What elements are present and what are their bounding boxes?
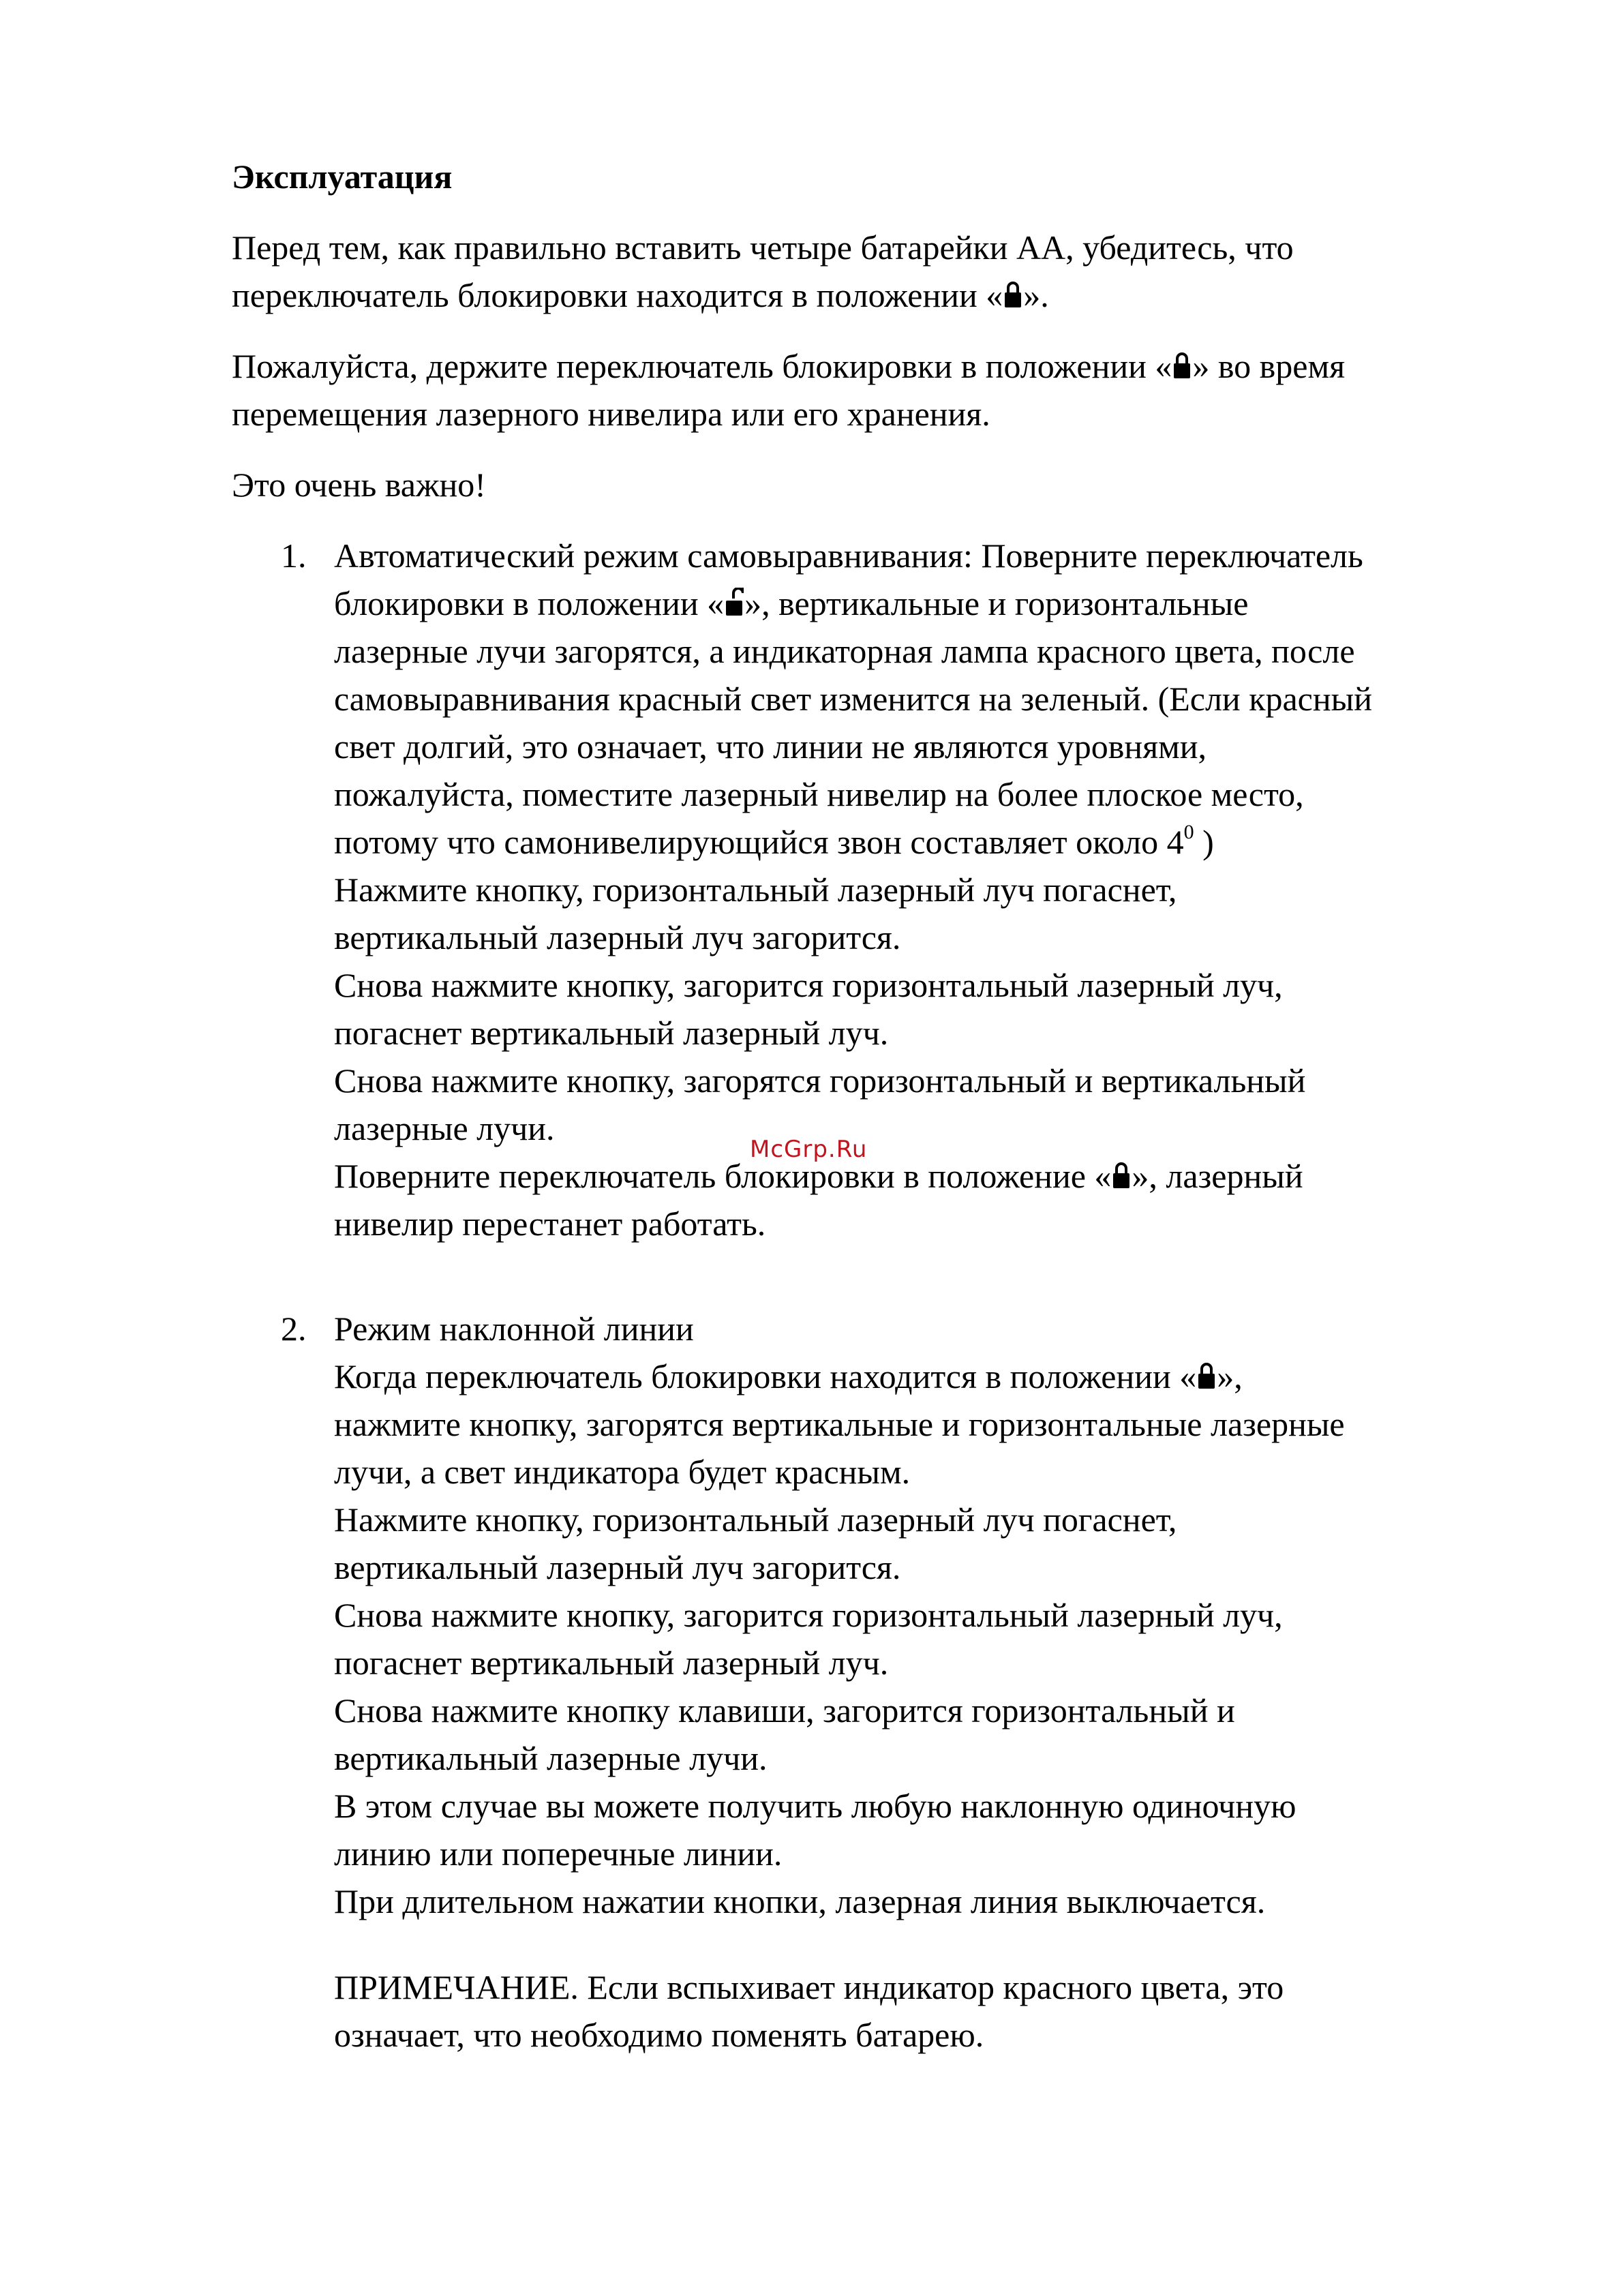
list-line: вертикальный лазерный луч загорится. xyxy=(334,1548,901,1586)
paragraph-line: Перед тем, как правильно вставить четыре батарейки АА, убедитесь, что xyxy=(232,228,1294,267)
list-line: Снова нажмите кнопку, загорятся горизонтальный и вертикальный xyxy=(334,1061,1306,1100)
list-line xyxy=(334,1353,1561,1400)
text-segment: ». xyxy=(1023,276,1049,314)
text-segment: », лазерный xyxy=(1132,1157,1303,1195)
list-line: В этом случае вы можете получить любую наклонную одиночную xyxy=(334,1787,1296,1825)
text-segment: переключатель блокировки находится в положении « xyxy=(232,276,1003,314)
paragraph-line xyxy=(232,271,1527,319)
list-line: вертикальный лазерный луч загорится. xyxy=(334,918,901,956)
lock-closed-icon xyxy=(1003,280,1022,309)
list-line: Автоматический режим самовыравнивания: Поверните переключатель xyxy=(334,537,1363,575)
lock-closed-icon xyxy=(1197,1361,1216,1391)
list-line: Режим наклонной линии xyxy=(334,1310,694,1348)
list-line: При длительном нажатии кнопки, лазерная линия выключается. xyxy=(334,1882,1266,1920)
text-segment: Поверните переключатель блокировки в положение « xyxy=(334,1157,1112,1195)
list-line: Снова нажмите кнопку, загорится горизонтальный лазерный луч, xyxy=(334,966,1283,1004)
list-line: погаснет вертикальный лазерный луч. xyxy=(334,1644,889,1682)
list-line: Снова нажмите кнопку клавиши, загорится горизонтальный и xyxy=(334,1691,1235,1729)
list-line: лазерные лучи. xyxy=(334,1109,555,1147)
list-line: линию или поперечные линии. xyxy=(334,1834,783,1873)
paragraph-transport xyxy=(232,342,1527,438)
list-line xyxy=(334,1152,1561,1200)
text-segment: Когда переключатель блокировки находится в положении « xyxy=(334,1357,1197,1395)
list-number: 2. xyxy=(281,1310,307,1348)
list-line: вертикальный лазерные лучи. xyxy=(334,1739,768,1777)
paragraph-important: Это очень важно! xyxy=(232,466,486,504)
list-line: Нажмите кнопку, горизонтальный лазерный луч погаснет, xyxy=(334,1500,1177,1539)
list-line: погаснет вертикальный лазерный луч. xyxy=(334,1014,889,1052)
list-line xyxy=(334,579,1561,627)
text-segment: » во время xyxy=(1192,347,1346,385)
note-line: ПРИМЕЧАНИЕ. Если вспыхивает индикатор красного цвета, это xyxy=(334,1968,1284,2006)
paragraph-line: перемещения лазерного нивелира или его хранения. xyxy=(232,395,990,433)
text-segment: блокировки в положении « xyxy=(334,584,725,622)
paragraph-battery xyxy=(232,224,1527,319)
text-segment: », xyxy=(1217,1357,1243,1395)
text-segment: », вертикальные и горизонтальные xyxy=(744,584,1249,622)
list-line: лучи, а свет индикатора будет красным. xyxy=(334,1453,911,1491)
lock-closed-icon xyxy=(1172,350,1192,380)
text-segment: ) xyxy=(1194,823,1214,861)
list-line: самовыравнивания красный свет изменится на зеленый. (Если красный xyxy=(334,680,1372,718)
watermark: McGrp.Ru xyxy=(750,1136,868,1163)
paragraph-line xyxy=(232,342,1527,390)
note-battery xyxy=(334,1963,1284,2059)
list-line: нивелир перестанет работать. xyxy=(334,1205,766,1243)
text-segment: потому что самонивелирующийся звон составляет около 4 xyxy=(334,823,1184,861)
list-line: пожалуйста, поместите лазерный нивелир на более плоское место, xyxy=(334,775,1304,813)
list-item-slope-mode xyxy=(281,1305,1561,1925)
list-line: лазерные лучи загорятся, а индикаторная лампа красного цвета, после xyxy=(334,632,1355,670)
note-line: означает, что необходимо поменять батарею. xyxy=(334,2016,984,2054)
list-number: 1. xyxy=(281,537,307,575)
text-segment: Пожалуйста, держите переключатель блокировки в положении « xyxy=(232,347,1172,385)
lock-open-icon xyxy=(725,588,744,618)
list-item-auto-mode xyxy=(281,532,1561,1248)
superscript: 0 xyxy=(1183,821,1194,843)
list-line: Нажмите кнопку, горизонтальный лазерный луч погаснет, xyxy=(334,871,1177,909)
list-line: свет долгий, это означает, что линии не являются уровнями, xyxy=(334,727,1207,766)
list-line xyxy=(334,818,1561,866)
list-line: нажмите кнопку, загорятся вертикальные и горизонтальные лазерные xyxy=(334,1405,1345,1443)
list-line: Снова нажмите кнопку, загорится горизонтальный лазерный луч, xyxy=(334,1596,1283,1634)
lock-closed-icon xyxy=(1112,1160,1131,1190)
section-heading: Эксплуатация xyxy=(232,157,453,196)
